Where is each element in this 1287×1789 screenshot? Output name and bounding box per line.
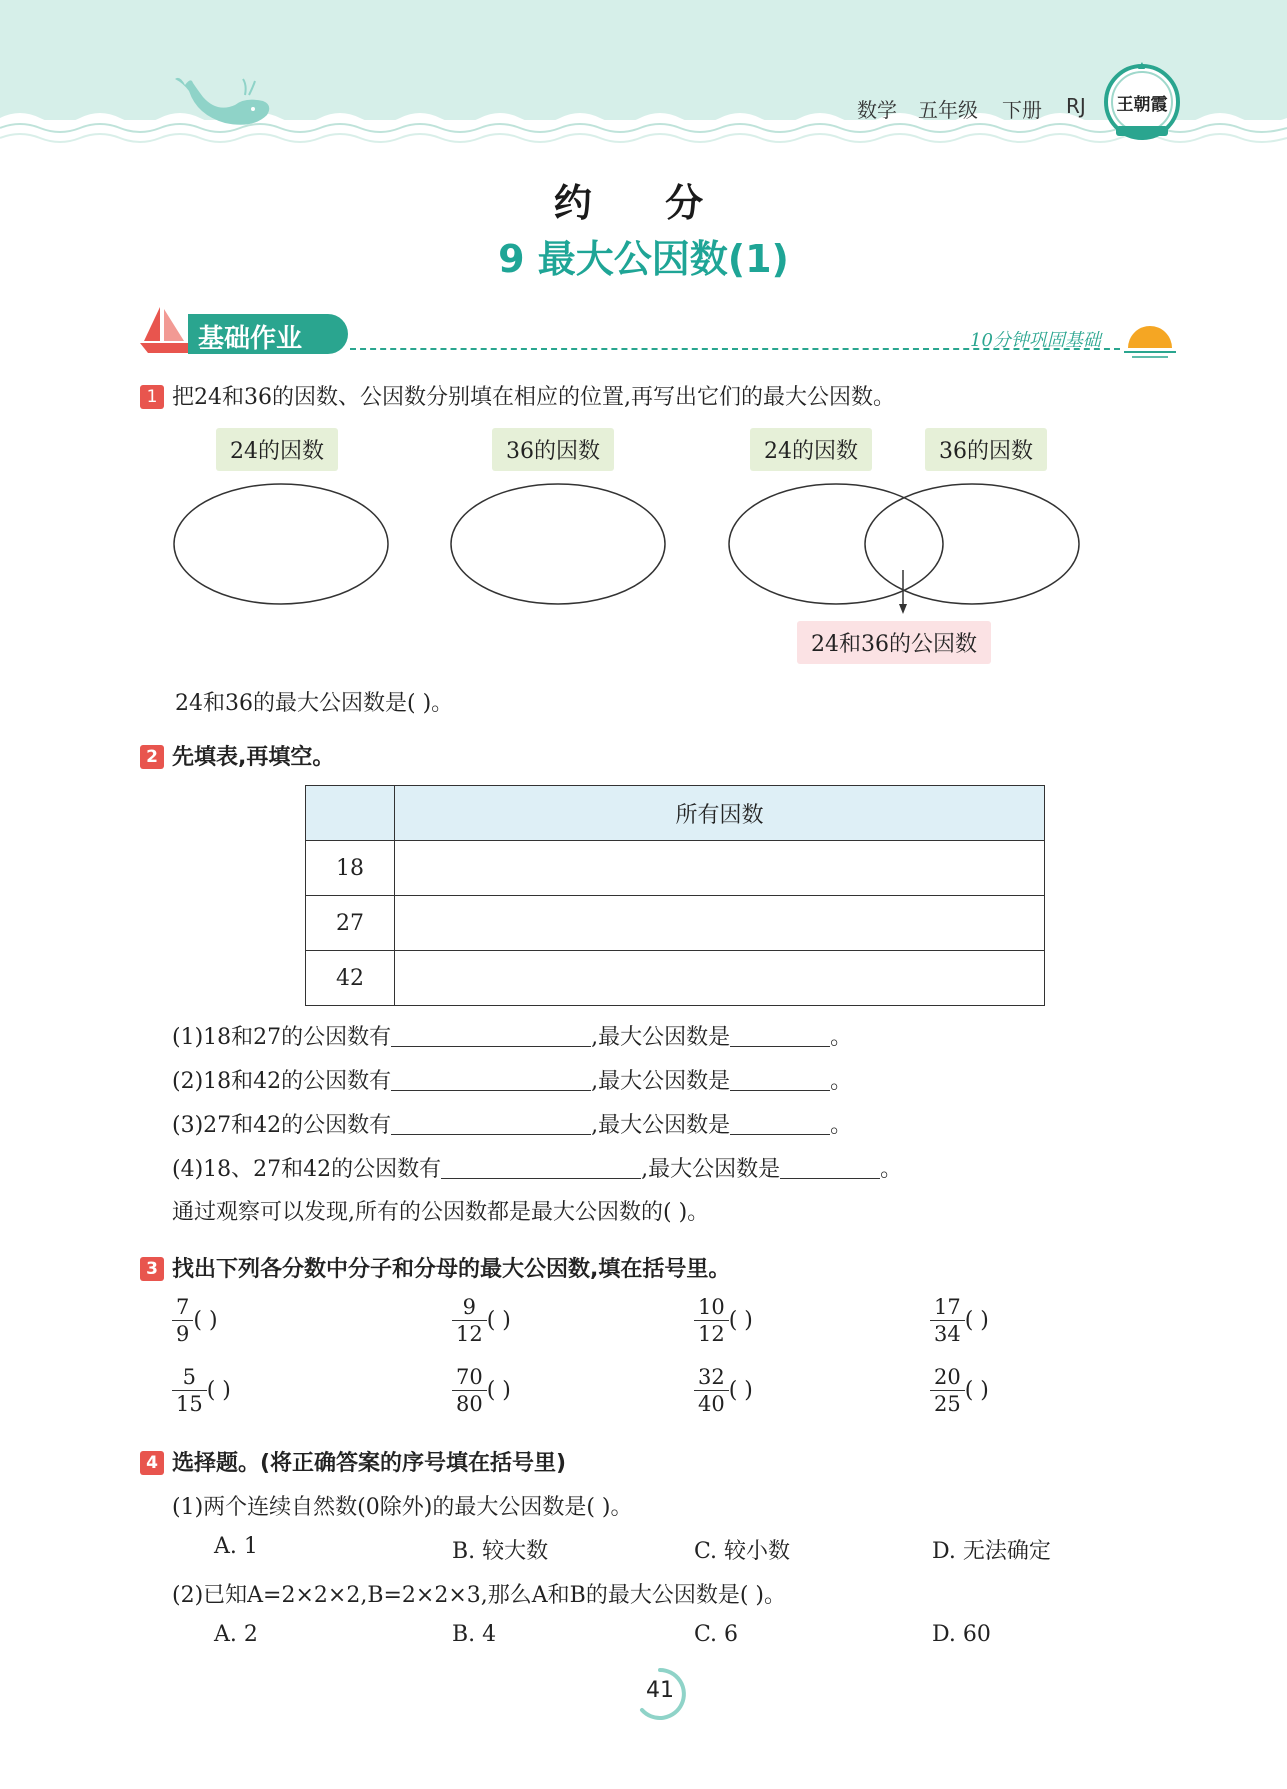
fraction-denominator: 12 <box>456 1322 483 1346</box>
answer-paren[interactable]: ( ) <box>206 1378 231 1403</box>
answer-blank[interactable] <box>391 1134 591 1135</box>
q1-number: 1 <box>140 385 164 409</box>
fraction-denominator: 80 <box>456 1392 483 1416</box>
section-banner <box>188 314 348 354</box>
q4-sub1: (1)两个连续自然数(0除外)的最大公因数是( )。 <box>172 1495 633 1520</box>
whale-icon <box>175 75 275 135</box>
q1-ellipses <box>170 480 1090 620</box>
q3-prompt-text: 找出下列各分数中分子和分母的最大公因数,填在括号里。 <box>172 1257 731 1282</box>
fraction-numerator: 32 <box>694 1364 729 1391</box>
page-number: 41 <box>646 1678 674 1703</box>
q4-sub1-option-d[interactable]: D. 无法确定 <box>932 1539 1051 1564</box>
fraction-numerator: 5 <box>172 1364 207 1391</box>
q2-line-3-mid: ,最大公因数是 <box>591 1113 731 1138</box>
table-row-number: 27 <box>306 896 395 951</box>
answer-paren[interactable]: ( ) <box>964 1308 989 1333</box>
q2-prompt <box>140 740 334 771</box>
q3-item <box>930 1294 989 1347</box>
table-row <box>306 951 1045 1006</box>
fraction <box>452 1294 487 1347</box>
answer-blank[interactable] <box>730 1134 830 1135</box>
q2-line-3-end: 。 <box>830 1113 853 1138</box>
q4-sub2-option-b[interactable]: B. 4 <box>452 1622 497 1647</box>
fraction <box>694 1364 729 1417</box>
fraction-denominator: 9 <box>176 1322 190 1346</box>
q1-label-common-factors: 24和36的公因数 <box>797 621 991 664</box>
q2-line-1-pre: (1)18和27的公因数有 <box>172 1025 392 1050</box>
q3-item <box>452 1294 511 1347</box>
fraction-denominator: 25 <box>934 1392 961 1416</box>
q2-line-2-mid: ,最大公因数是 <box>591 1069 731 1094</box>
ellipse-24-factors <box>174 484 388 604</box>
answer-paren[interactable]: ( ) <box>728 1308 753 1333</box>
q1-label-36-factors: 36的因数 <box>492 428 614 471</box>
q3-item <box>452 1364 511 1417</box>
answer-blank[interactable] <box>441 1178 641 1179</box>
q2-line-2-end: 。 <box>830 1069 853 1094</box>
answer-blank[interactable] <box>730 1090 830 1091</box>
q3-item <box>172 1364 231 1417</box>
fraction-denominator: 12 <box>698 1322 725 1346</box>
page-title: 约 分 <box>553 181 734 225</box>
q4-number: 4 <box>140 1451 164 1475</box>
section-label: 基础作业 <box>198 324 303 354</box>
venn-36-factors <box>865 484 1079 604</box>
q3-prompt <box>140 1252 730 1283</box>
q2-line-1 <box>172 1020 852 1051</box>
q4-prompt <box>140 1446 566 1477</box>
q2-line-3 <box>172 1108 852 1139</box>
factor-table <box>305 785 1045 1006</box>
q2-observe: 通过观察可以发现,所有的公因数都是最大公因数的( )。 <box>172 1200 710 1225</box>
q2-line-4-mid: ,最大公因数是 <box>641 1157 781 1182</box>
q3-item <box>694 1294 753 1347</box>
brand-logo <box>1102 62 1182 142</box>
answer-paren[interactable]: ( ) <box>193 1308 218 1333</box>
fraction-numerator: 7 <box>172 1294 193 1321</box>
q4-sub2: (2)已知A=2×2×2,B=2×2×3,那么A和B的最大公因数是( )。 <box>172 1583 787 1608</box>
q2-line-2 <box>172 1064 852 1095</box>
q2-line-4-end: 。 <box>880 1157 903 1182</box>
fraction-numerator: 17 <box>930 1294 965 1321</box>
table-header-all-factors: 所有因数 <box>395 786 1045 841</box>
table-answer-cell[interactable] <box>395 951 1045 1006</box>
logo-text: 王朝霞 <box>1116 95 1168 115</box>
q1-prompt <box>140 380 895 411</box>
page-subtitle: 9 最大公因数(1) <box>498 237 789 281</box>
section-tagline: 10分钟巩固基础 <box>970 330 1101 351</box>
header-subject: 数学 <box>857 98 897 122</box>
answer-blank[interactable] <box>730 1046 830 1047</box>
fraction <box>452 1364 487 1417</box>
q2-number: 2 <box>140 745 164 769</box>
q4-sub2-option-a[interactable]: A. 2 <box>214 1622 258 1647</box>
q1-answer-line: 24和36的最大公因数是( )。 <box>175 691 454 716</box>
fraction-denominator: 15 <box>176 1392 203 1416</box>
fraction-denominator: 34 <box>934 1322 961 1346</box>
q4-sub2-option-c[interactable]: C. 6 <box>694 1622 739 1647</box>
fraction <box>172 1364 207 1417</box>
q1-label-24-factors-venn: 24的因数 <box>750 428 872 471</box>
q3-item <box>172 1294 218 1347</box>
fraction-denominator: 40 <box>698 1392 725 1416</box>
sunrise-icon <box>1122 320 1178 360</box>
fraction-numerator: 70 <box>452 1364 487 1391</box>
q2-line-2-pre: (2)18和42的公因数有 <box>172 1069 392 1094</box>
table-row <box>306 896 1045 951</box>
fraction-numerator: 9 <box>452 1294 487 1321</box>
q1-label-36-factors-venn: 36的因数 <box>925 428 1047 471</box>
q3-number: 3 <box>140 1257 164 1281</box>
q4-sub1-option-b[interactable]: B. 较大数 <box>452 1539 549 1564</box>
q2-line-1-end: 。 <box>830 1025 853 1050</box>
q1-prompt-text: 把24和36的因数、公因数分别填在相应的位置,再写出它们的最大公因数。 <box>172 385 895 410</box>
q4-prompt-text: 选择题。(将正确答案的序号填在括号里) <box>172 1451 567 1476</box>
fraction <box>172 1294 193 1347</box>
q4-sub2-option-d[interactable]: D. 60 <box>932 1622 991 1647</box>
answer-paren[interactable]: ( ) <box>486 1378 511 1403</box>
fraction <box>694 1294 729 1347</box>
ellipse-36-factors <box>451 484 665 604</box>
header-grade: 五年级 <box>918 98 978 122</box>
venn-24-factors <box>729 484 943 604</box>
answer-paren[interactable]: ( ) <box>486 1308 511 1333</box>
q4-sub1-option-c[interactable]: C. 较小数 <box>694 1539 791 1564</box>
fraction <box>930 1364 965 1417</box>
fraction <box>930 1294 965 1347</box>
answer-blank[interactable] <box>780 1178 880 1179</box>
fraction-numerator: 20 <box>930 1364 965 1391</box>
answer-paren[interactable]: ( ) <box>964 1378 989 1403</box>
answer-blank[interactable] <box>391 1090 591 1091</box>
q3-item <box>694 1364 753 1417</box>
table-corner-cell <box>306 786 395 841</box>
q2-line-3-pre: (3)27和42的公因数有 <box>172 1113 392 1138</box>
fraction-numerator: 10 <box>694 1294 729 1321</box>
header-volume: 下册 <box>1002 98 1042 122</box>
table-answer-cell[interactable] <box>395 841 1045 896</box>
table-row <box>306 841 1045 896</box>
table-answer-cell[interactable] <box>395 896 1045 951</box>
answer-blank[interactable] <box>391 1046 591 1047</box>
q2-line-4-pre: (4)18、27和42的公因数有 <box>172 1157 442 1182</box>
table-row-number: 42 <box>306 951 395 1006</box>
table-header-row <box>306 786 1045 841</box>
q1-label-24-factors: 24的因数 <box>216 428 338 471</box>
q2-line-1-mid: ,最大公因数是 <box>591 1025 731 1050</box>
answer-paren[interactable]: ( ) <box>728 1378 753 1403</box>
q2-prompt-text: 先填表,再填空。 <box>172 745 335 770</box>
table-row-number: 18 <box>306 841 395 896</box>
q2-line-4 <box>172 1152 902 1183</box>
header-edition: RJ <box>1066 94 1086 118</box>
q3-item <box>930 1364 989 1417</box>
q4-sub1-option-a[interactable]: A. 1 <box>214 1534 258 1559</box>
